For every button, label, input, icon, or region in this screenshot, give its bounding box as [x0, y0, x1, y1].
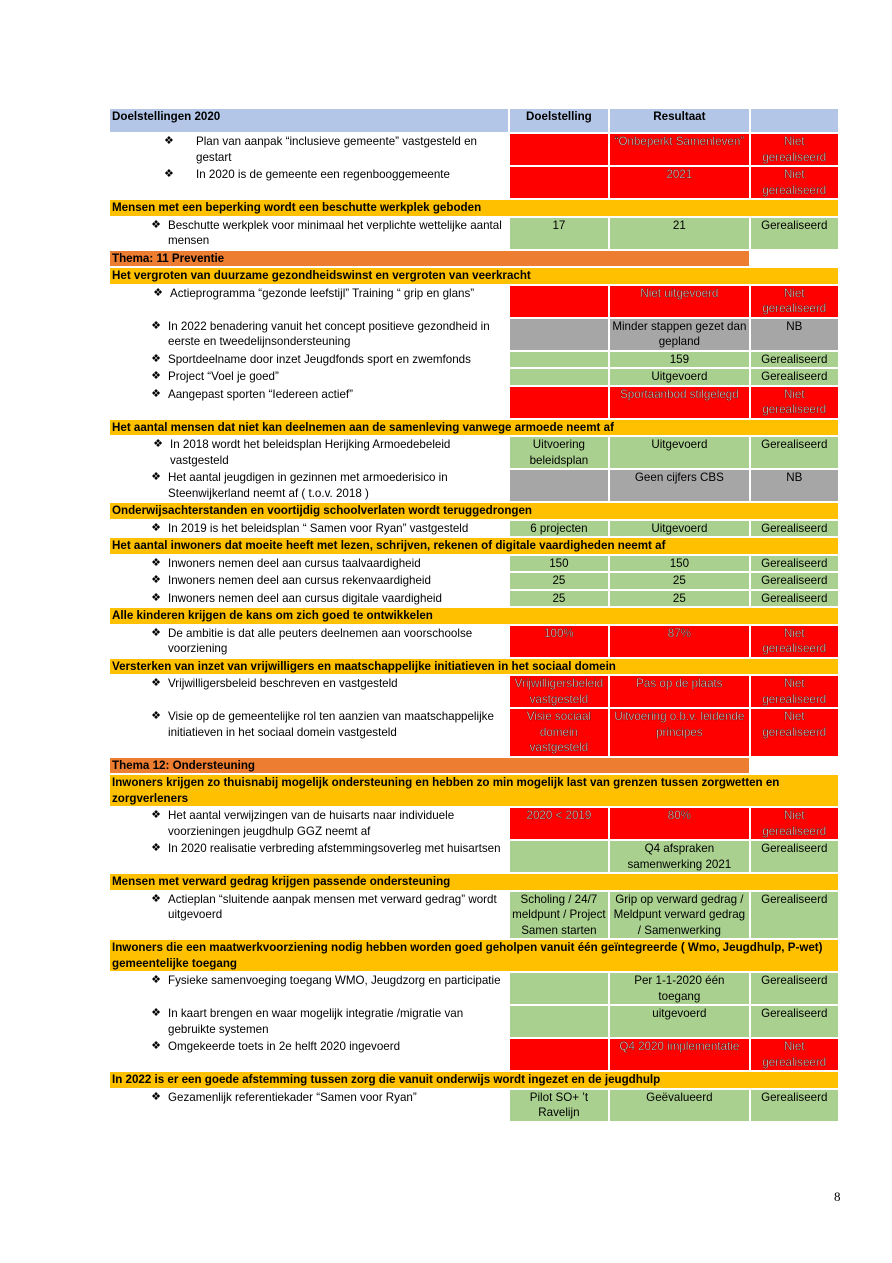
status-cell-text: Gerealiseerd: [761, 974, 828, 987]
section-row: [110, 200, 838, 216]
section-heading: Het vergroten van duurzame gezondheidswinst en vergroten van veerkracht: [110, 268, 838, 284]
resultaat-cell: [610, 676, 748, 707]
status-cell: [751, 626, 838, 657]
section-row: [110, 874, 838, 890]
bullet-icon: ❖: [151, 1007, 161, 1019]
status-cell: [751, 591, 838, 607]
goal-cell: [110, 808, 508, 839]
table-row: [110, 387, 838, 418]
bullet-icon: ❖: [153, 438, 163, 450]
doelstelling-cell-text: 100%: [544, 626, 574, 640]
table-row: [110, 470, 838, 501]
section-row: [110, 940, 838, 971]
table-row: [110, 218, 838, 249]
goal-cell: [110, 167, 508, 198]
resultaat-cell: [610, 470, 748, 501]
goal-cell: [110, 470, 508, 501]
status-cell-text: Niet gerealiseerd: [762, 1040, 827, 1069]
goal-text: In 2020 realisatie verbreding afstemmingsoverleg met huisartsen: [168, 842, 501, 855]
section-row: [110, 608, 838, 624]
goal-cell: [110, 437, 508, 468]
doelstelling-cell: [510, 352, 609, 368]
goal-text: Vrijwilligersbeleid beschreven en vastgesteld: [168, 677, 398, 690]
status-cell: [751, 573, 838, 589]
theme-row: [110, 251, 838, 267]
goal-cell: [110, 973, 508, 1004]
status-cell: [751, 352, 838, 368]
goal-text: In 2022 benadering vanuit het concept positieve gezondheid in eerste en tweedelijnsondersteuning: [168, 319, 490, 348]
resultaat-cell-text: Niet uitgevoerd: [640, 286, 719, 300]
section-heading: Het aantal inwoners dat moeite heeft met lezen, schrijven, rekenen of digitale vaardigheden neemt af: [110, 538, 838, 554]
status-cell-text: NB: [786, 471, 803, 484]
resultaat-cell: [610, 841, 748, 872]
table-row: [110, 841, 838, 872]
bullet-icon: ❖: [151, 387, 161, 400]
bullet-icon: ❖: [151, 591, 161, 604]
header-resultaat: Resultaat: [610, 109, 748, 132]
status-cell: [751, 218, 838, 249]
doelstelling-cell: [510, 1039, 609, 1070]
goal-text: In 2018 wordt het beleidsplan Herijking Armoedebeleid vastgesteld: [170, 438, 451, 467]
section-heading: In 2022 is er een goede afstemming tussen zorg die vanuit onderwijs wordt ingezet en de jeugdhulp: [110, 1072, 838, 1088]
section-row: [110, 775, 838, 806]
section-row: [110, 1072, 838, 1088]
goal-cell: [110, 1039, 508, 1070]
goal-cell: [110, 892, 508, 939]
goal-text: Actieprogramma “gezonde leefstijl” Training “ grip en glans”: [170, 286, 475, 300]
resultaat-cell: [610, 892, 748, 939]
status-cell: [751, 134, 838, 165]
bullet-icon: ❖: [164, 135, 174, 147]
goal-text: Inwoners nemen deel aan cursus digitale vaardigheid: [168, 591, 442, 605]
resultaat-cell-text: Per 1-1-2020 één toegang: [634, 974, 725, 1003]
status-cell: [751, 167, 838, 198]
bullet-icon: ❖: [151, 626, 161, 639]
resultaat-cell: [610, 709, 748, 756]
status-cell: [751, 1006, 838, 1037]
status-cell: [751, 676, 838, 707]
header-status: [751, 109, 838, 132]
goal-cell: [110, 556, 508, 572]
bullet-icon: ❖: [151, 1090, 161, 1103]
doelstelling-cell: [510, 841, 609, 872]
resultaat-cell-text: Geen cijfers CBS: [634, 471, 724, 484]
resultaat-cell: [610, 1039, 748, 1070]
status-cell-text: Gerealiseerd: [761, 1090, 828, 1104]
doelstelling-cell: [510, 1090, 609, 1121]
status-cell-text: Gerealiseerd: [761, 352, 828, 366]
goal-cell: [110, 573, 508, 589]
goals-table: [108, 107, 840, 1123]
bullet-icon: ❖: [151, 574, 161, 586]
resultaat-cell-text: Geëvalueerd: [646, 1090, 713, 1104]
goal-text: In 2019 is het beleidsplan “ Samen voor Ryan” vastgesteld: [168, 521, 469, 535]
table-row: [110, 626, 838, 657]
resultaat-cell-text: Q4 2020 implementatie: [619, 1040, 740, 1053]
bullet-icon: ❖: [151, 218, 161, 231]
resultaat-cell-text: Uitgevoerd: [651, 521, 708, 535]
resultaat-cell-text: 25: [672, 591, 686, 605]
doelstelling-cell: [510, 218, 609, 249]
doelstelling-cell: [510, 286, 609, 317]
table-row: [110, 676, 838, 707]
section-row: [110, 503, 838, 519]
doelstelling-cell: [510, 369, 609, 385]
resultaat-cell: [610, 973, 748, 1004]
status-cell: [751, 470, 838, 501]
resultaat-cell: [610, 556, 748, 572]
table-row: [110, 319, 838, 350]
page-number: 8: [834, 1189, 841, 1204]
bullet-icon: ❖: [151, 1040, 161, 1052]
table-row: [110, 369, 838, 385]
status-cell-text: Gerealiseerd: [761, 438, 828, 451]
resultaat-cell-text: uitgevoerd: [652, 1007, 707, 1020]
resultaat-cell-text: 25: [672, 574, 686, 587]
status-cell: [751, 1090, 838, 1121]
resultaat-cell-text: Uitgevoerd: [651, 438, 708, 451]
resultaat-cell-text: 150: [669, 556, 690, 570]
goal-cell: [110, 676, 508, 707]
status-cell-text: Gerealiseerd: [761, 892, 828, 906]
goal-text: De ambitie is dat alle peuters deelnemen aan voorschoolse voorziening: [168, 626, 473, 655]
doelstelling-cell: [510, 676, 609, 707]
goal-text: In kaart brengen en waar mogelijk integratie /migratie van gebruikte systemen: [168, 1007, 464, 1036]
section-heading: Versterken van inzet van vrijwilligers en maatschappelijke initiatieven in het sociaal domein: [110, 659, 838, 675]
doelstelling-cell: [510, 556, 609, 572]
status-cell: [751, 973, 838, 1004]
resultaat-cell-text: 2021: [666, 168, 693, 181]
resultaat-cell: [610, 437, 748, 468]
bullet-icon: ❖: [151, 809, 161, 821]
resultaat-cell-text: Sportaanbod stilgelegd: [620, 387, 739, 401]
goal-cell: [110, 591, 508, 607]
bullet-icon: ❖: [151, 974, 161, 986]
goal-cell: [110, 521, 508, 537]
status-cell-text: NB: [786, 319, 803, 333]
doelstelling-cell-text: Vrijwilligersbeleid vastgesteld: [514, 677, 604, 706]
resultaat-cell: [610, 167, 748, 198]
goal-cell: [110, 286, 508, 317]
doelstelling-cell: [510, 591, 609, 607]
doelstelling-cell: [510, 709, 609, 756]
goal-text: Gezamenlijk referentiekader “Samen voor Ryan”: [168, 1090, 417, 1104]
doelstelling-cell-text: 25: [552, 574, 566, 587]
status-cell-text: Niet gerealiseerd: [762, 168, 827, 197]
status-cell-text: Niet gerealiseerd: [762, 677, 827, 706]
resultaat-cell-text: 21: [672, 218, 686, 232]
goal-cell: [110, 1006, 508, 1037]
resultaat-cell-text: “Onbeperkt Samenleven”: [614, 135, 745, 148]
doelstelling-cell: [510, 808, 609, 839]
section-heading: Inwoners die een maatwerkvoorziening nodig hebben worden goed geholpen vanuit één geïntegreerde ( Wmo, Jeugdhulp, P-wet) gemeentelijke toegang: [110, 940, 838, 971]
goal-cell: [110, 1090, 508, 1121]
section-heading: Het aantal mensen dat niet kan deelnemen aan de samenleving vanwege armoede neemt af: [110, 420, 838, 436]
doelstelling-cell-text: 6 projecten: [530, 521, 588, 535]
goal-text: Fysieke samenvoeging toegang WMO, Jeugdzorg en participatie: [168, 974, 501, 987]
table-header-row: [110, 109, 838, 132]
resultaat-cell: [610, 286, 748, 317]
doelstelling-cell: [510, 319, 609, 350]
section-row: [110, 538, 838, 554]
status-cell-text: Niet gerealiseerd: [762, 710, 827, 739]
goal-text: Actieplan “sluitende aanpak mensen met verward gedrag” wordt uitgevoerd: [168, 892, 497, 921]
status-cell: [751, 286, 838, 317]
resultaat-cell: [610, 369, 748, 385]
goal-text: Visie op de gemeentelijke rol ten aanzien van maatschappelijke initiatieven in het sociaal domein vastgesteld: [168, 710, 494, 739]
doelstelling-cell-text: Pilot SO+ ’t Ravelijn: [529, 1090, 589, 1119]
table-row: [110, 286, 838, 317]
bullet-icon: ❖: [164, 168, 174, 180]
doelstelling-cell-text: Visie sociaal domein vastgesteld: [526, 710, 592, 754]
status-cell-text: Niet gerealiseerd: [762, 387, 827, 416]
theme-heading: Thema: 11 Preventie: [110, 251, 749, 267]
goal-cell: [110, 369, 508, 385]
goal-text: Inwoners nemen deel aan cursus taalvaardigheid: [168, 556, 421, 570]
status-cell-text: Gerealiseerd: [761, 1007, 828, 1020]
bullet-icon: ❖: [151, 319, 161, 332]
table-row: [110, 352, 838, 368]
bullet-icon: ❖: [151, 892, 161, 905]
status-cell: [751, 319, 838, 350]
table-row: [110, 892, 838, 939]
goal-text: Beschutte werkplek voor minimaal het verplichte wettelijke aantal mensen: [168, 218, 502, 247]
goal-cell: [110, 709, 508, 756]
bullet-icon: ❖: [151, 352, 161, 365]
table-row: [110, 573, 838, 589]
goal-cell: [110, 387, 508, 418]
doelstelling-cell: [510, 626, 609, 657]
section-heading: Mensen met een beperking wordt een beschutte werkplek geboden: [110, 200, 838, 216]
section-heading: Onderwijsachterstanden en voortijdig schoolverlaten wordt teruggedrongen: [110, 503, 838, 519]
doelstelling-cell: [510, 521, 609, 537]
goal-text: Het aantal verwijzingen van de huisarts naar individuele voorzieningen jeugdhulp GGZ neemt af: [168, 809, 455, 838]
status-cell-text: Gerealiseerd: [761, 521, 828, 535]
status-cell: [751, 808, 838, 839]
resultaat-cell: [610, 319, 748, 350]
doelstelling-cell-text: 25: [552, 591, 566, 605]
table-row: [110, 1090, 838, 1121]
doelstelling-cell-text: Uitvoering beleidsplan: [529, 438, 589, 467]
theme-blank-cell: [751, 251, 838, 267]
resultaat-cell-text: Minder stappen gezet dan gepland: [612, 319, 747, 348]
table-row: [110, 1006, 838, 1037]
resultaat-cell: [610, 352, 748, 368]
resultaat-cell-text: 159: [669, 352, 690, 366]
goal-cell: [110, 626, 508, 657]
resultaat-cell: [610, 521, 748, 537]
resultaat-cell: [610, 1090, 748, 1121]
doelstelling-cell: [510, 437, 609, 468]
bullet-icon: ❖: [151, 471, 161, 483]
doelstelling-cell: [510, 387, 609, 418]
doelstelling-cell-text: 2020 < 2019: [526, 809, 592, 822]
goal-text: Inwoners nemen deel aan cursus rekenvaardigheid: [168, 574, 431, 587]
resultaat-cell: [610, 1006, 748, 1037]
table-row: [110, 167, 838, 198]
theme-heading: Thema 12: Ondersteuning: [110, 758, 749, 774]
bullet-icon: ❖: [151, 521, 161, 534]
bullet-icon: ❖: [151, 842, 161, 854]
status-cell-text: Gerealiseerd: [761, 591, 828, 605]
doelstelling-cell-text: Scholing / 24/7 meldpunt / Project Samen starten: [512, 892, 606, 937]
status-cell-text: Gerealiseerd: [761, 556, 828, 570]
goal-cell: [110, 218, 508, 249]
bullet-icon: ❖: [151, 710, 161, 722]
resultaat-cell-text: Grip op verward gedrag / Meldpunt verward gedrag / Samenwerking: [613, 892, 746, 937]
doelstelling-cell: [510, 573, 609, 589]
status-cell: [751, 709, 838, 756]
doelstelling-cell-text: 17: [552, 218, 566, 232]
goal-cell: [110, 134, 508, 165]
resultaat-cell: [610, 573, 748, 589]
status-cell-text: Niet gerealiseerd: [762, 809, 827, 838]
bullet-icon: ❖: [151, 677, 161, 689]
goal-cell: [110, 319, 508, 350]
status-cell: [751, 387, 838, 418]
resultaat-cell: [610, 626, 748, 657]
resultaat-cell-text: Uitgevoerd: [651, 370, 708, 383]
status-cell-text: Gerealiseerd: [761, 842, 828, 855]
goal-text: In 2020 is de gemeente een regenbooggemeente: [196, 168, 450, 181]
status-cell: [751, 369, 838, 385]
status-cell: [751, 437, 838, 468]
resultaat-cell-text: Pas op de plaats: [636, 677, 723, 690]
goal-text: Het aantal jeugdigen in gezinnen met armoederisico in Steenwijkerland neemt af ( t.o.v. 2018 ): [168, 471, 448, 500]
table-row: [110, 521, 838, 537]
section-row: [110, 420, 838, 436]
table-row: [110, 1039, 838, 1070]
status-cell-text: Niet gerealiseerd: [762, 626, 827, 655]
resultaat-cell-text: Uitvoering o.b.v. leidende principes: [614, 710, 745, 739]
resultaat-cell-text: 80%: [667, 809, 691, 822]
resultaat-cell: [610, 591, 748, 607]
status-cell-text: Gerealiseerd: [761, 574, 828, 587]
status-cell-text: Gerealiseerd: [761, 370, 828, 383]
goal-cell: [110, 841, 508, 872]
status-cell-text: Niet gerealiseerd: [762, 135, 827, 164]
table-row: [110, 556, 838, 572]
table-title: Doelstellingen 2020: [110, 109, 508, 132]
table-row: [110, 808, 838, 839]
doelstelling-cell-text: 150: [549, 556, 569, 570]
bullet-icon: ❖: [151, 556, 161, 569]
doelstelling-cell: [510, 470, 609, 501]
doelstelling-cell: [510, 973, 609, 1004]
section-heading: Inwoners krijgen zo thuisnabij mogelijk ondersteuning en hebben zo min mogelijk last van grenzen tussen zorgwetten en zorgverleners: [110, 775, 838, 806]
goal-text: Aangepast sporten “Iedereen actief”: [168, 387, 353, 401]
resultaat-cell-text: 87%: [667, 626, 691, 640]
doelstelling-cell: [510, 134, 609, 165]
bullet-icon: ❖: [151, 370, 161, 382]
table-row: [110, 591, 838, 607]
section-row: [110, 659, 838, 675]
doelstelling-cell: [510, 167, 609, 198]
status-cell: [751, 841, 838, 872]
section-row: [110, 268, 838, 284]
theme-row: [110, 758, 838, 774]
bullet-icon: ❖: [153, 286, 163, 299]
goal-cell: [110, 352, 508, 368]
status-cell-text: Niet gerealiseerd: [762, 286, 827, 315]
status-cell: [751, 1039, 838, 1070]
theme-blank-cell: [751, 758, 838, 774]
status-cell: [751, 521, 838, 537]
resultaat-cell: [610, 218, 748, 249]
table-row: [110, 973, 838, 1004]
resultaat-cell-text: Q4 afspraken samenwerking 2021: [627, 842, 732, 871]
goal-text: Plan van aanpak “inclusieve gemeente” vastgesteld en gestart: [196, 135, 478, 164]
status-cell-text: Gerealiseerd: [761, 218, 828, 232]
resultaat-cell: [610, 134, 748, 165]
goal-text: Omgekeerde toets in 2e helft 2020 ingevoerd: [168, 1040, 401, 1053]
goal-text: Project “Voel je goed”: [168, 370, 279, 383]
section-heading: Alle kinderen krijgen de kans om zich goed te ontwikkelen: [110, 608, 838, 624]
section-heading: Mensen met verward gedrag krijgen passende ondersteuning: [110, 874, 838, 890]
resultaat-cell: [610, 808, 748, 839]
status-cell: [751, 556, 838, 572]
doelstelling-cell: [510, 892, 609, 939]
table-row: [110, 134, 838, 165]
resultaat-cell: [610, 387, 748, 418]
header-doelstelling: Doelstelling: [510, 109, 609, 132]
status-cell: [751, 892, 838, 939]
doelstelling-cell: [510, 1006, 609, 1037]
table-row: [110, 709, 838, 756]
goal-text: Sportdeelname door inzet Jeugdfonds sport en zwemfonds: [168, 352, 471, 366]
table-row: [110, 437, 838, 468]
